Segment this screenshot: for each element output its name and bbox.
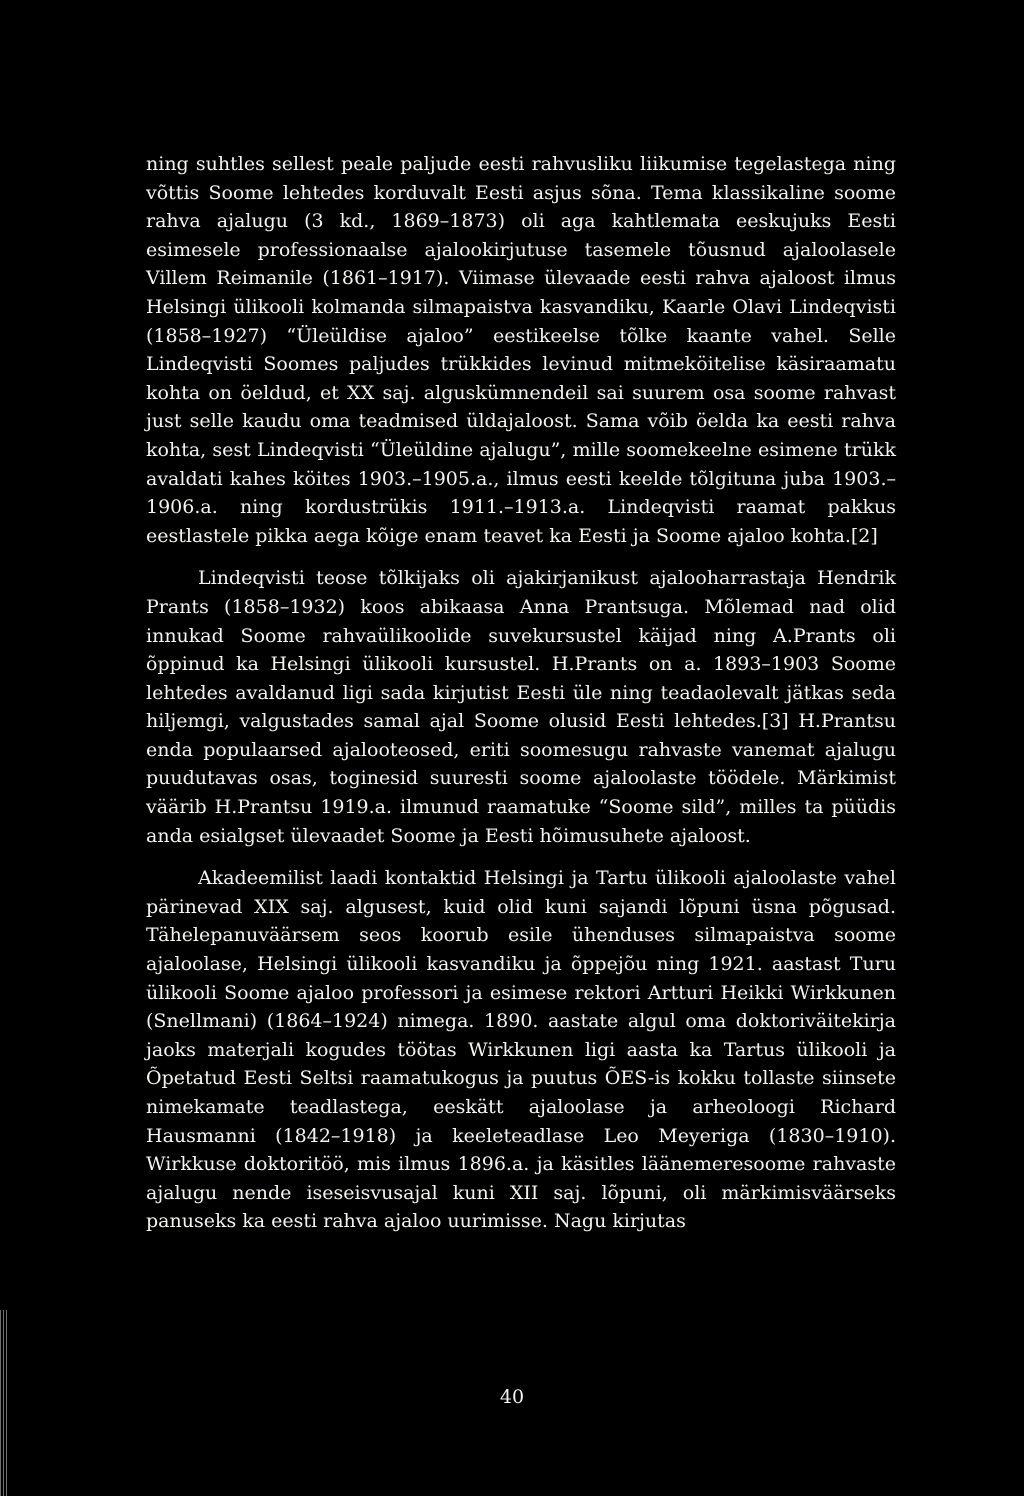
page-number: 40 [499, 1386, 525, 1408]
body-text [146, 150, 896, 1250]
paragraph-academic-contacts: Akadeemilist laadi kontaktid Helsingi ja Tartu ülikooli ajaloolaste vahel pärinevad XIX saj. algusest, kuid olid kuni sajandi lõpuni üsna põgusad. Tähelepanuväärsem seos koorub esile ühenduses silmapaistva soome ajaloolase, Helsingi ülikooli kasvandiku ja õppejõu ning 1921. aastast Turu ülikooli Soome ajaloo professori ja esimese rektori Artturi Heikki Wirkkunen (Snellmani) (1864–1924) nimega. 1890. aastate algul oma doktoriväitekirja jaoks materjali kogudes töötas Wirkkunen ligi aasta ka Tartus ülikooli ja Õpetatud Eesti Seltsi raamatukogus ja puutus ÕES-is kokku tollaste siinsete nimekamate teadlastega, eeskätt ajaloolase ja arheoloogi Richard Hausmanni (1842–1918) ja keeleteadlase Leo Meyeriga (1830–1910). Wirkkuse doktoritöö, mis ilmus 1896.a. ja käsitles läänemeresoome rahvaste ajalugu nende iseseisvusajal kuni XII saj. lõpuni, oli märkimisväärseks panuseks ka eesti rahva ajaloo uurimisse. Nagu kirjutas [146, 867, 896, 1233]
paragraph-lindeqvist-history: ning suhtles sellest peale paljude eesti rahvusliku liikumise tegelastega ning võttis Soome lehtedes korduvalt Eesti asjus sõna. Tema klassikaline soome rahva ajalugu (3 kd., 1869–1873) oli aga kahtlemata eeskujuks Eesti esimesele professionaalse ajalookirjutuse tasemele tõusnud ajaloolasele Villem Reimanile (1861–1917). Viimase ülevaade eesti rahva ajaloost ilmus Helsingi ülikooli kolmanda silmapaistva kasvandiku, Kaarle Olavi Lindeqvisti (1858–1927) “Üleüldise ajaloo” eestikeelse tõlke kaante vahel. Selle Lindeqvisti Soomes paljudes trükkides levinud mitmeköitelise käsiraamatu kohta on öeldud, et XX saj. alguskümnendeil sai suurem osa soome rahvast just selle kaudu oma teadmised üldajaloost. Sama võib öelda ka eesti rahva kohta, sest Lindeqvisti “Üleüldine ajalugu”, mille soomekeelne esimene trükk avaldati kahes köites 1903.–1905.a., ilmus eesti keelde tõlgituna juba 1903.–1906.a. ning kordustrükis 1911.–1913.a. Lindeqvisti raamat pakkus eestlastele pikka aega kõige enam teavet ka Eesti ja Soome ajaloo kohta.[2] [146, 153, 896, 547]
paragraph-prants-translation: Lindeqvisti teose tõlkijaks oli ajakirjanikust ajalooharrastaja Hendrik Prants (1858–1932) koos abikaasa Anna Prantsuga. Mõlemad nad olid innukad Soome rahvaülikoolide suvekursustel käijad ning A.Prants oli õppinud ka Helsingi ülikooli kursustel. H.Prants on a. 1893–1903 Soome lehtedes avaldanud ligi sada kirjutist Eesti üle ning teadaolevalt jätkas seda hiljemgi, valgustades samal ajal Soome olusid Eesti lehtedes.[3] H.Prantsu enda populaarsed ajalooteosed, eriti soomesugu rahvaste vanemat ajalugu puudutavas osas, toginesid suuresti soome ajaloolaste töödele. Märkimist väärib H.Prantsu 1919.a. ilmunud raamatuke “Soome sild”, milles ta püüdis anda esialgset ülevaadet Soome ja Eesti hõimusuhete ajaloost. [146, 567, 896, 847]
scan-edge-artifact [0, 1310, 8, 1496]
